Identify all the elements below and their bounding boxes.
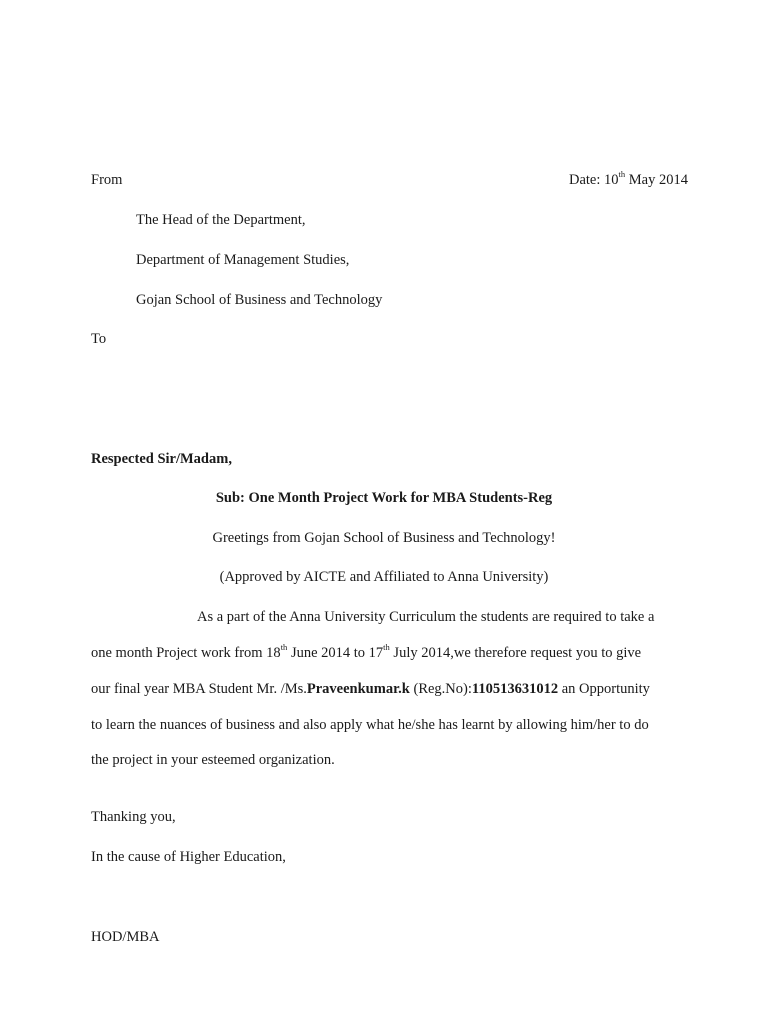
- body-line-3-a: our final year MBA Student Mr. /Ms.: [91, 681, 307, 697]
- sender-line-3: Gojan School of Business and Technology: [136, 292, 383, 308]
- body-line-5: the project in your esteemed organization.: [91, 752, 335, 768]
- body-line-2-b: June 2014 to 17: [287, 645, 384, 661]
- body-line-3: [91, 680, 650, 698]
- body-line-2-a: one month Project work from 18: [91, 645, 281, 661]
- body-line-2-c: July 2014,we therefore request you to give: [389, 645, 642, 661]
- closing-cause: In the cause of Higher Education,: [91, 849, 286, 865]
- sender-line-1: The Head of the Department,: [136, 212, 306, 228]
- sender-line-2: Department of Management Studies,: [136, 252, 350, 268]
- approval-line: (Approved by AICTE and Affiliated to Anna University): [219, 569, 549, 585]
- body-line-2: [91, 644, 641, 662]
- date-prefix: Date: 10: [569, 172, 619, 188]
- body-line-3-b: (Reg.No):: [409, 681, 472, 697]
- date-ordinal: th: [618, 169, 626, 180]
- greeting-line: Greetings from Gojan School of Business and Technology!: [212, 530, 556, 546]
- body-line-4: to learn the nuances of business and also apply what he/she has learnt by allowing him/her to do: [91, 717, 649, 733]
- ordinal-1: th: [280, 642, 288, 653]
- closing-thanks: Thanking you,: [91, 809, 176, 825]
- from-label: From: [91, 172, 123, 188]
- salutation: Respected Sir/Madam,: [91, 451, 232, 467]
- subject-line: Sub: One Month Project Work for MBA Students-Reg: [215, 490, 553, 506]
- student-name: Praveenkumar.k: [306, 681, 410, 697]
- letter-date: [569, 171, 688, 189]
- date-suffix: May 2014: [625, 172, 688, 188]
- registration-number: 110513631012: [471, 681, 559, 697]
- body-line-3-c: an Opportunity: [558, 681, 650, 697]
- ordinal-2: th: [383, 642, 390, 653]
- body-line-1: As a part of the Anna University Curriculum the students are required to take a: [197, 609, 655, 625]
- to-label: To: [91, 331, 107, 347]
- signature: HOD/MBA: [91, 929, 160, 945]
